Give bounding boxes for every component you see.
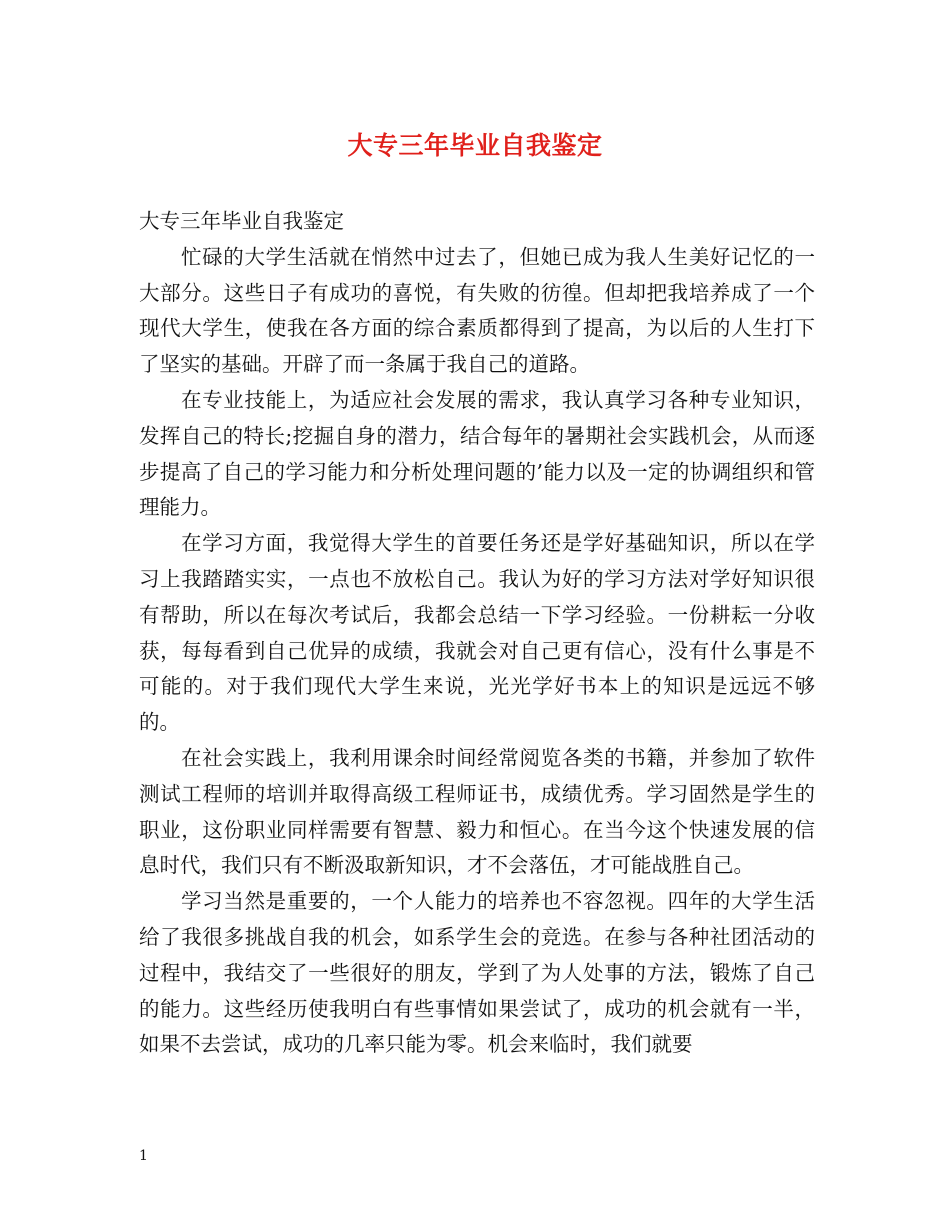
paragraph-5: 学习当然是重要的，一个人能力的培养也不容忽视。四年的大学生活给了我很多挑战自我的机会，如系学生会的竞选。在参与各种社团活动的过程中，我结交了一些很好的朋友，学到了为人处事的方法，锻炼了自己的能力。这些经历使我明白有些事情如果尝试了，成功的机会就有一半，如果不去尝试，成功的几率只能为零。机会来临时，我们就要 (139, 889, 815, 1057)
paragraph-1: 忙碌的大学生活就在悄然中过去了，但她已成为我人生美好记忆的一大部分。这些日子有成功的喜悦，有失败的彷徨。但却把我培养成了一个现代大学生，使我在各方面的综合素质都得到了提高，为以后的人生打下了坚实的基础。开辟了而一条属于我自己的道路。 (139, 244, 815, 377)
paragraph-4: 在社会实践上，我利用课余时间经常阅览各类的书籍，并参加了软件测试工程师的培训并取得高级工程师证书，成绩优秀。学习固然是学生的职业，这份职业同样需要有智慧、毅力和恒心。在当今这个快速发展的信息时代，我们只有不断汲取新知识，才不会落伍，才可能战胜自己。 (139, 745, 815, 878)
page-number: 1 (139, 1148, 148, 1164)
document-title: 大专三年毕业自我鉴定 (347, 131, 603, 160)
paragraph-3: 在学习方面，我觉得大学生的首要任务还是学好基础知识，所以在学习上我踏踏实实，一点也不放松自己。我认为好的学习方法对学好知识很有帮助，所以在每次考试后，我都会总结一下学习经验。一份耕耘一分收获，每每看到自己优异的成绩，我就会对自己更有信心，没有什么事是不可能的。对于我们现代大学生来说，光光学好书本上的知识是远远不够的。 (139, 531, 815, 735)
document-body (139, 204, 815, 1063)
paragraph-2: 在专业技能上，为适应社会发展的需求，我认真学习各种专业知识，发挥自己的特长;挖掘自身的潜力，结合每年的暑期社会实践机会，从而逐步提高了自己的学习能力和分析处理问题的’能力以及一定的协调组织和管理能力。 (139, 387, 815, 520)
section-heading: 大专三年毕业自我鉴定 (139, 209, 344, 233)
